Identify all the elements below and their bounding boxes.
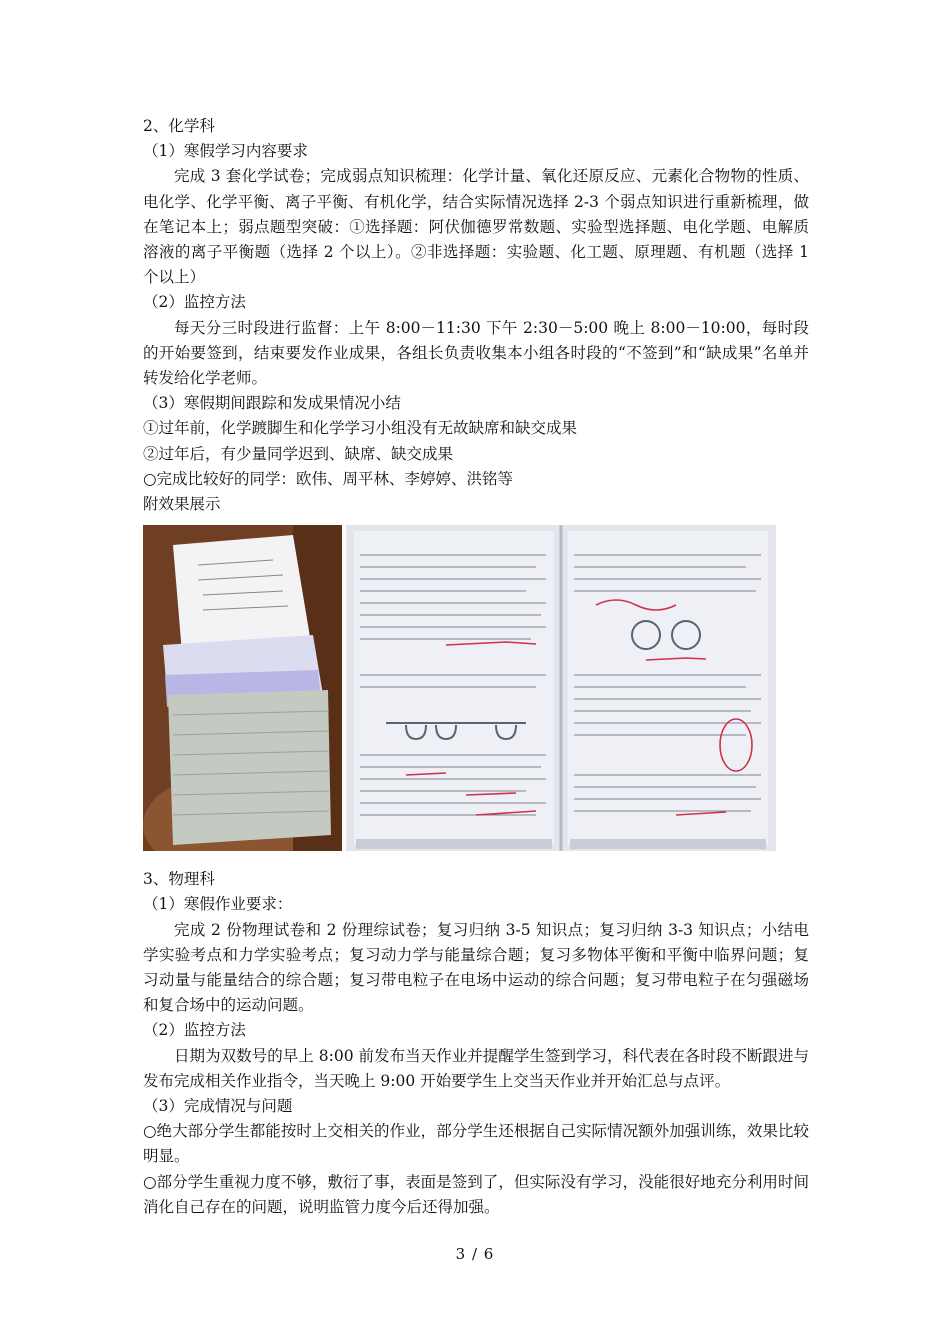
- paper-stack-photo: [143, 525, 342, 851]
- chem-heading: 2、化学科: [143, 117, 215, 135]
- phys-section-1-title: （1）寒假作业要求：: [143, 895, 293, 914]
- page-number: 3 / 6: [455, 1245, 495, 1263]
- chem-section-2-title: （2）监控方法: [143, 293, 246, 312]
- chem-section-2-body: 每天分三时段进行监督：上午 8:00－11:30 下午 2:30－5:00 晚上 8:00－10:00，每时段的开始要签到，结束要发作业成果，各组长负责收集本小组各时段的“不签到”和“缺成果”名单并转发给化学老师。: [143, 318, 809, 388]
- phys-result-item: ○部分学生重视力度不够，敷衍了事，表面是签到了，但实际没有学习，没能很好地充分利用时间消化自己存在的问题，说明监管力度今后还得加强。: [143, 1172, 809, 1216]
- chem-summary-item: ①过年前，化学踱脚生和化学学习小组没有无故缺席和缺交成果: [143, 419, 578, 438]
- chem-summary-item: ②过年后，有少量同学迟到、缺席、缺交成果: [143, 444, 454, 463]
- phys-section-1-body: 完成 2 份物理试卷和 2 份理综试卷；复习归纳 3-5 知识点；复习归纳 3-3 知识点；小结电学实验考点和力学实验考点；复习动力学与能量综合题；复习多物体平衡和平衡中临界问题；复习动量与能量结合的综合题；复习带电粒子在电场中运动的综合问题；复习带电粒子在匀强磁场和复合场中的运动问题。: [143, 920, 809, 1015]
- phys-section-2-body: 日期为双数号的早上 8:00 前发布当天作业并提醒学生签到学习，科代表在各时段不断跟进与发布完成相关作业指令，当天晚上 9:00 开始要学生上交当天作业并开始汇总与点评。: [143, 1046, 809, 1090]
- attachment-caption: 附效果展示: [143, 495, 221, 514]
- chem-section-1-title: （1）寒假学习内容要求: [143, 142, 308, 161]
- document-body: [143, 114, 809, 1220]
- phys-section-2-title: （2）监控方法: [143, 1021, 246, 1040]
- result-photos: [143, 525, 809, 861]
- chem-section-3-title: （3）寒假期间跟踪和发成果情况小结: [143, 394, 401, 413]
- chem-summary-item: ○完成比较好的同学：欧伟、周平林、李婷婷、洪铭等: [143, 469, 514, 488]
- marked-exam-paper-photo: [346, 525, 776, 851]
- phys-section-3-title: （3）完成情况与问题: [143, 1097, 293, 1116]
- chem-section-1-body: 完成 3 套化学试卷；完成弱点知识梳理：化学计量、氧化还原反应、元素化合物物的性质、电化学、化学平衡、离子平衡、有机化学，结合实际情况选择 2-3 个弱点知识进行重新梳理，做在笔记本上；弱点题型突破：①选择题：阿伏伽德罗常数题、实验型选择题、电化学题、电解质溶液的离子平衡题（选择 2 个以上）。②非选择题：实验题、化工题、原理题、有机题（选择 1 个以上）: [143, 167, 809, 287]
- phys-heading: 3、物理科: [143, 870, 215, 889]
- phys-result-item: ○绝大部分学生都能按时上交相关的作业，部分学生还根据自己实际情况额外加强训练，效果比较明显。: [143, 1122, 809, 1166]
